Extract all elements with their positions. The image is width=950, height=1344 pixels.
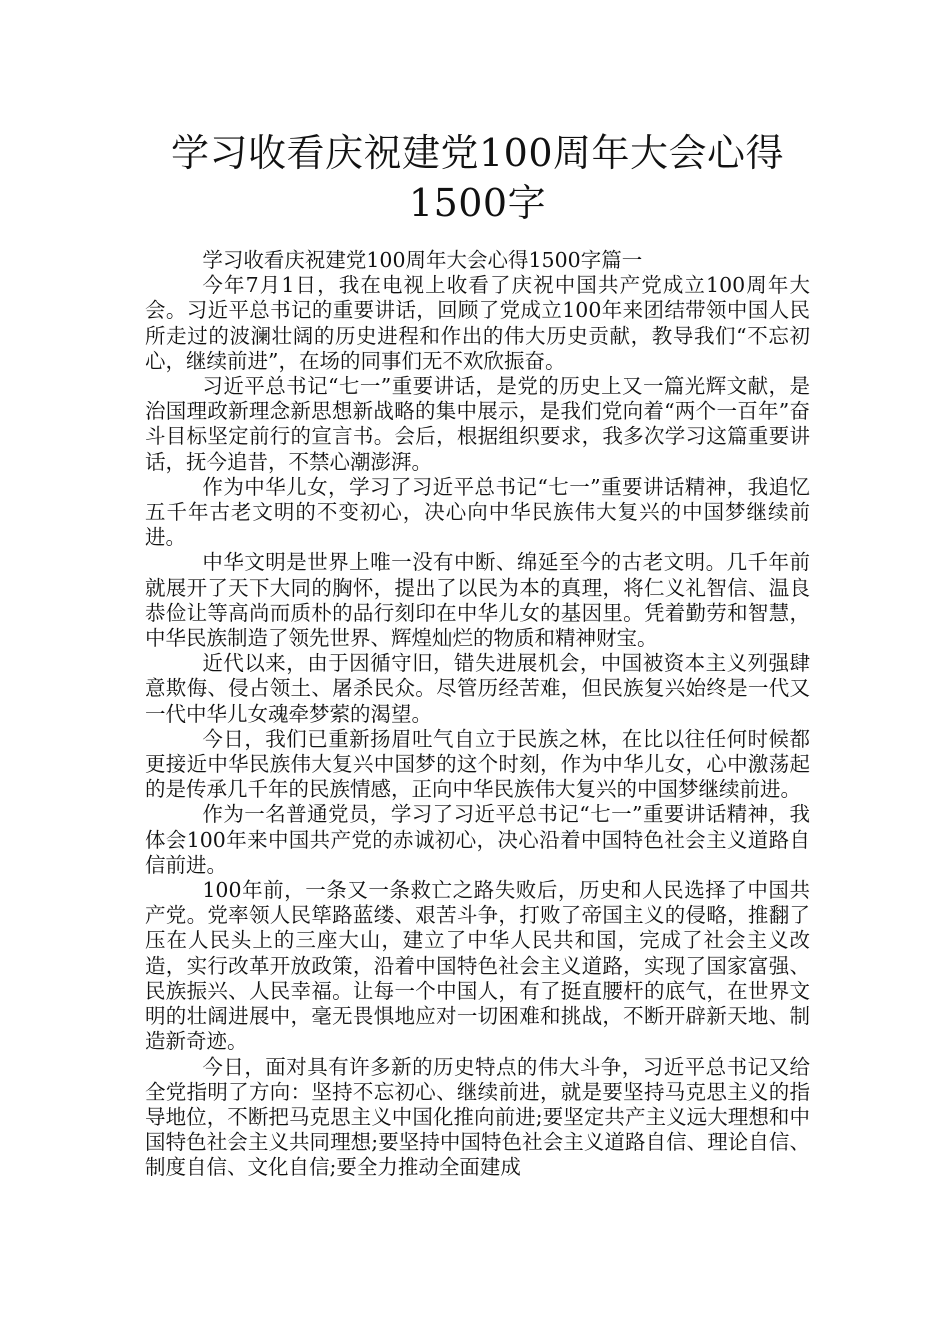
paragraph: 今日，面对具有许多新的历史特点的伟大斗争，习近平总书记又给全党指明了方向：坚持不忘初心、继续前进，就是要坚持马克思主义的指导地位，不断把马克思主义中国化推向前进;要坚定共产主义远大理想和中国特色社会主义共同理想;要坚持中国特色社会主义道路自信、理论自信、制度自信、文化自信;要全力推动全面建成 [145,1054,810,1180]
paragraph: 作为一名普通党员，学习了习近平总书记“七一”重要讲话精神，我体会100年来中国共产党的赤诚初心，决心沿着中国特色社会主义道路自信前进。 [145,802,810,877]
section-heading: 学习收看庆祝建党100周年大会心得1500字篇一 [202,248,643,272]
paragraph: 今年7月1日，我在电视上收看了庆祝中国共产党成立100周年大会。习近平总书记的重要讲话，回顾了党成立100年来团结带领中国人民所走过的波澜壮阔的历史进程和作出的伟大历史贡献，教导我们“不忘初心，继续前进”，在场的同事们无不欢欣振奋。 [145,273,810,373]
paragraph: 作为中华儿女，学习了习近平总书记“七一”重要讲话精神，我追忆五千年古老文明的不变初心，决心向中华民族伟大复兴的中国梦继续前进。 [145,474,810,550]
paragraph: 近代以来，由于因循守旧，错失进展机会，中国被资本主义列强肆意欺侮、侵占领土、屠杀民众。尽管历经苦难，但民族复兴始终是一代又一代中华儿女魂牵梦萦的渴望。 [145,651,810,726]
paragraph: 中华文明是世界上唯一没有中断、绵延至今的古老文明。几千年前就展开了天下大同的胸怀，提出了以民为本的真理，将仁义礼智信、温良恭俭让等高尚而质朴的品行刻印在中华儿女的基因里。凭着勤劳和智慧，中华民族制造了领先世界、辉煌灿烂的物质和精神财宝。 [145,550,810,651]
paragraph: 100年前，一条又一条救亡之路失败后，历史和人民选择了中国共产党。党率领人民筚路蓝缕、艰苦斗争，打败了帝国主义的侵略，推翻了压在人民头上的三座大山，建立了中华人民共和国，完成了社会主义改造，实行改革开放政策，沿着中国特色社会主义道路，实现了国家富强、民族振兴、人民幸福。让每一个中国人，有了挺直腰杆的底气，在世界文明的壮阔进展中，毫无畏惧地应对一切困难和挑战，不断开辟新天地、制造新奇迹。 [145,878,810,1054]
paragraph: 习近平总书记“七一”重要讲话，是党的历史上又一篇光辉文献，是治国理政新理念新思想新战略的集中展示，是我们党向着“两个一百年”奋斗目标坚定前行的宣言书。会后，根据组织要求，我多次学习这篇重要讲话，抚今追昔，不禁心潮澎湃。 [145,374,810,474]
paragraph: 今日，我们已重新扬眉吐气自立于民族之林，在比以往任何时候都更接近中华民族伟大复兴中国梦的这个时刻，作为中华儿女，心中激荡起的是传承几千年的民族情感，正向中华民族伟大复兴的中国梦继续前进。 [145,726,810,802]
page-title: 学习收看庆祝建党100周年大会心得1500字 [170,131,785,225]
document-body [145,248,810,1328]
